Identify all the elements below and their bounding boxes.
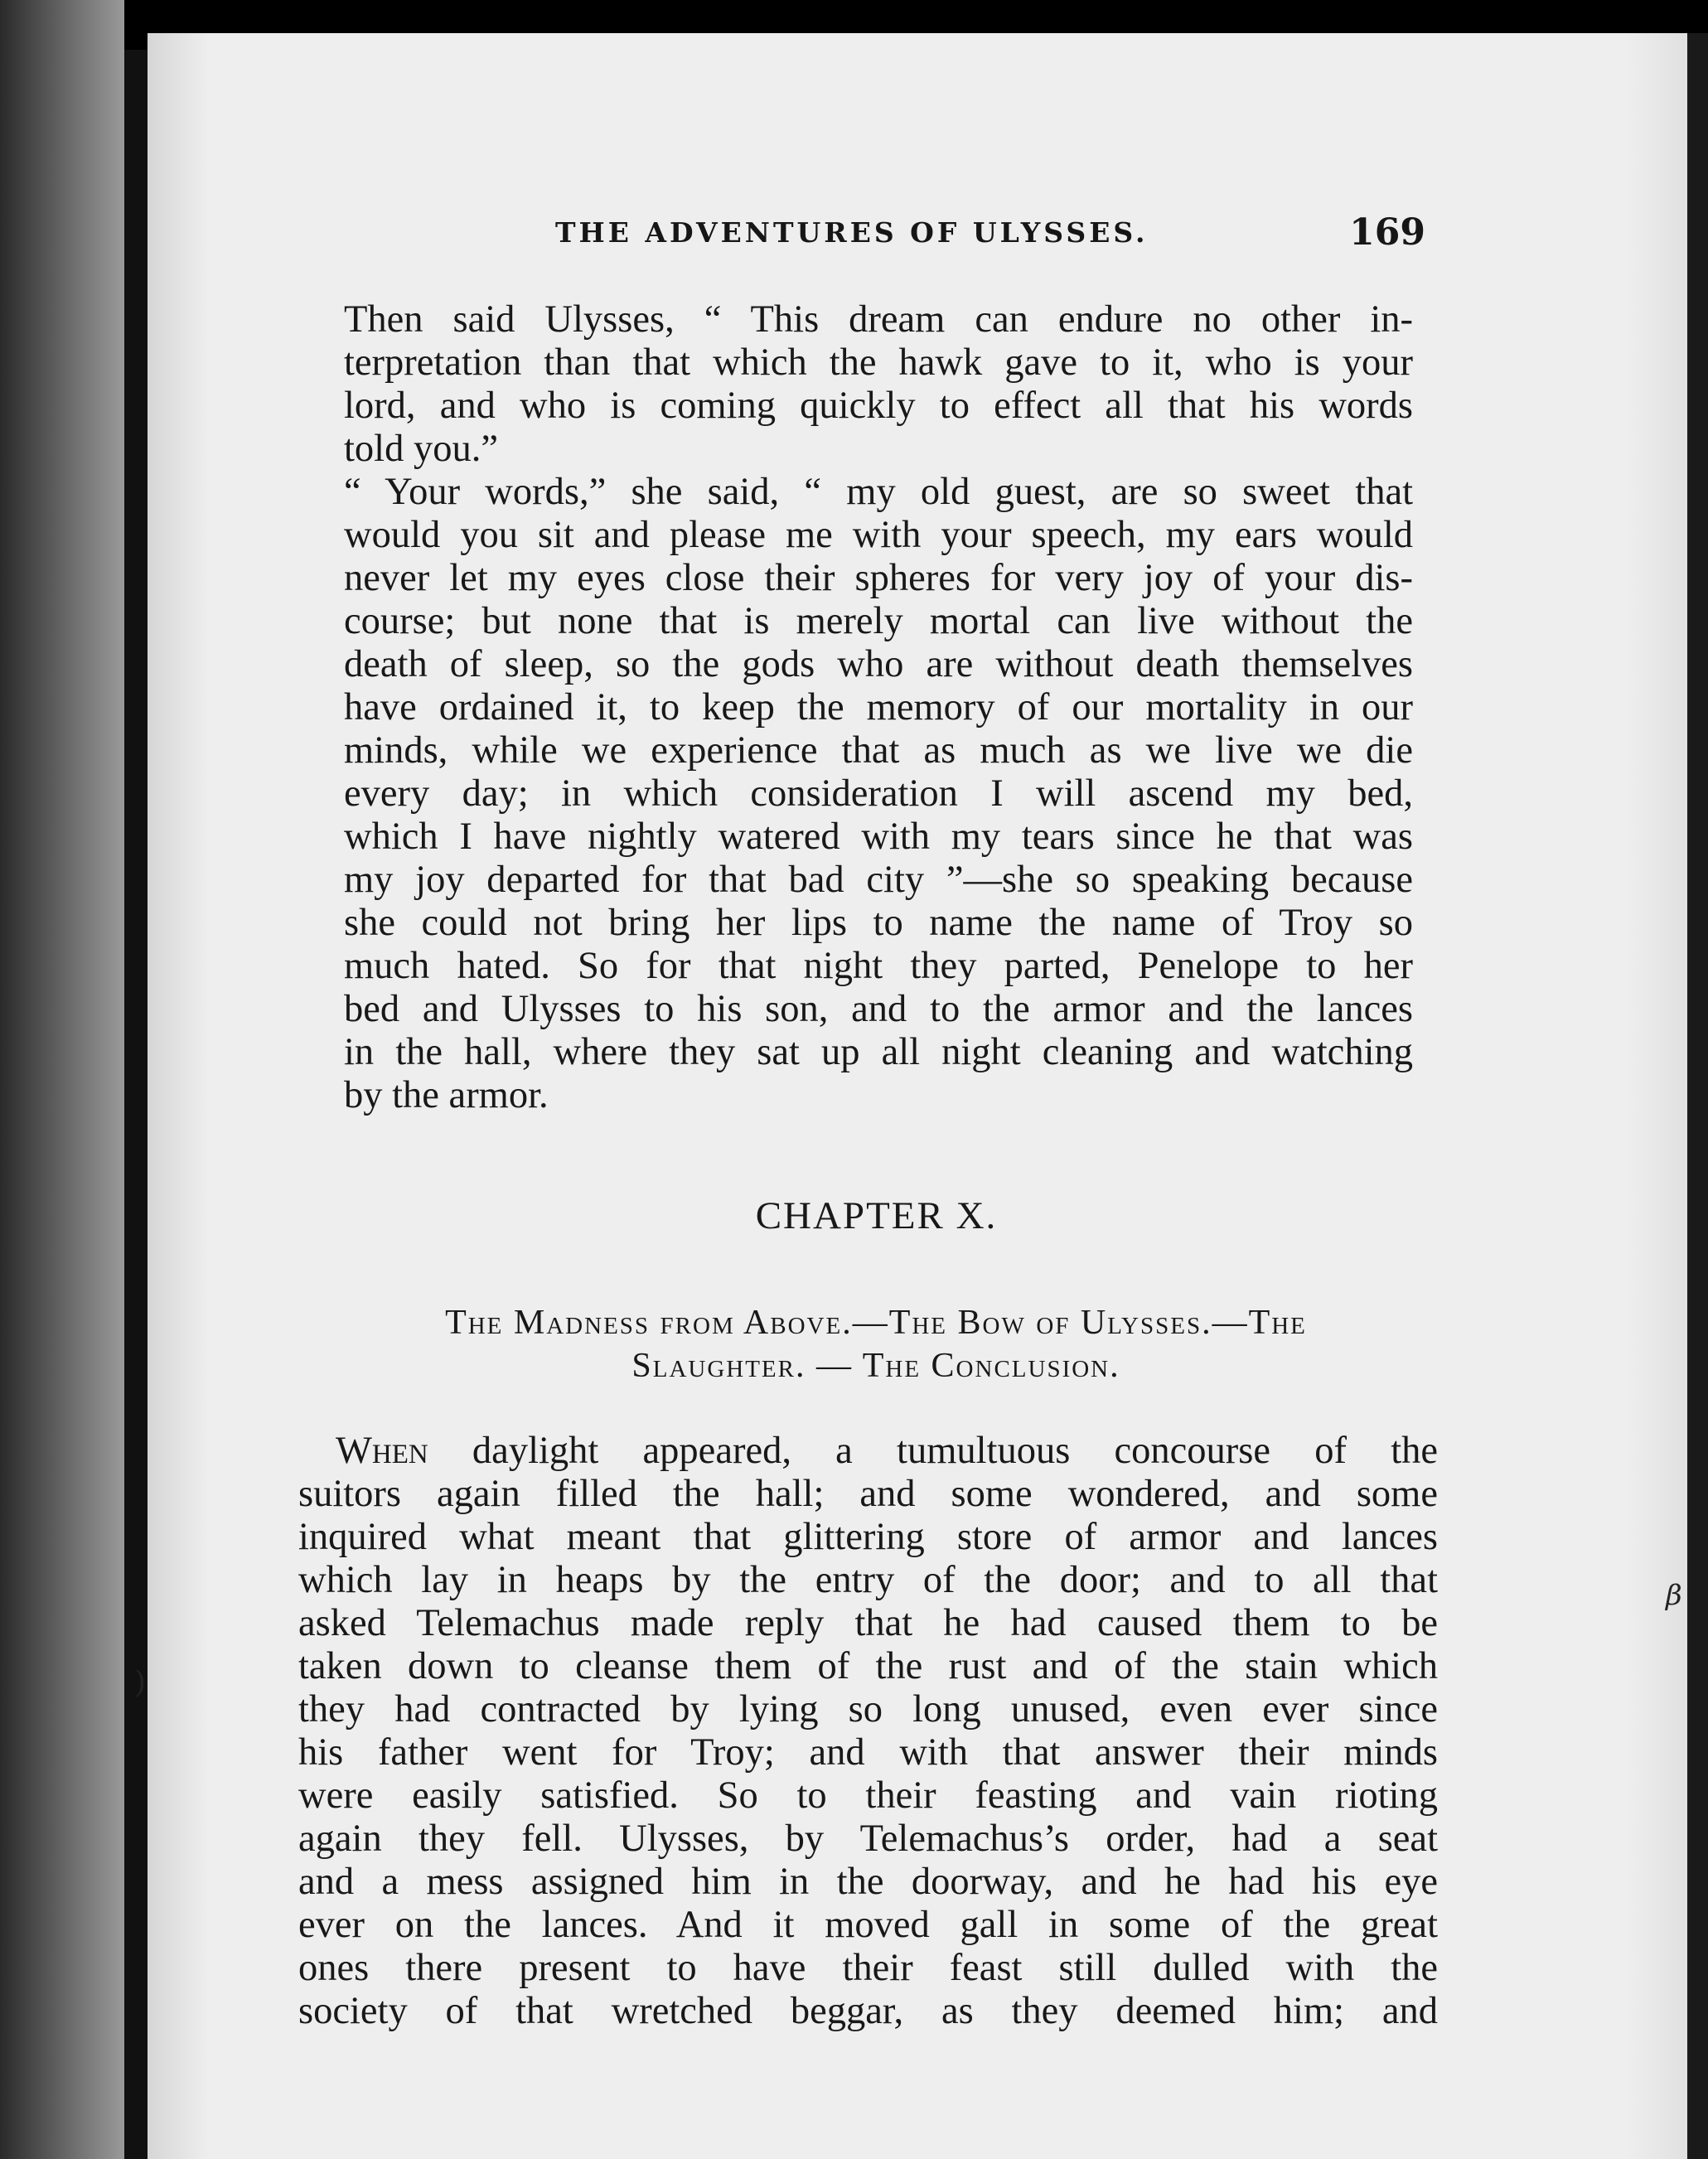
text-line: much hated. So for that night they parted, Penelope to her — [344, 945, 1413, 987]
text-line: asked Telemachus made reply that he had caused them to be — [298, 1602, 1438, 1644]
text-line: taken down to cleanse them of the rust and of the stain which — [298, 1645, 1438, 1687]
facing-page-edge — [0, 0, 124, 2159]
text-line — [298, 1430, 1438, 1473]
page-number: 169 — [1349, 211, 1425, 254]
text-block-top — [307, 298, 1413, 1117]
chapter-subtitle — [292, 1301, 1460, 1387]
paragraph — [307, 298, 1413, 471]
text-line: society of that wretched beggar, as they deemed him; and — [298, 1990, 1438, 2032]
text-line: never let my eyes close their spheres for very joy of your dis- — [344, 557, 1413, 599]
paragraph — [298, 1430, 1438, 2033]
text-line: they had contracted by lying so long unused, even ever since — [298, 1688, 1438, 1731]
stray-mark: ) — [134, 1666, 147, 1700]
text-line: she could not bring her lips to name the name of Troy so — [344, 902, 1413, 944]
text-line: again they fell. Ulysses, by Telemachus’s order, had a seat — [298, 1818, 1438, 1860]
text-line: and a mess assigned him in the doorway, and he had his eye — [298, 1861, 1438, 1903]
text-line: lord, and who is coming quickly to effect all that his words — [344, 385, 1413, 427]
text-line: which lay in heaps by the entry of the door; and to all that — [298, 1559, 1438, 1601]
text-line: Then said Ulysses, “ This dream can endure no other in- — [344, 298, 1413, 341]
stray-mark: β — [1666, 1579, 1682, 1612]
chapter-heading: CHAPTER X. — [755, 1194, 998, 1237]
text-line: which I have nightly watered with my tears since he that was — [344, 816, 1413, 858]
text-block-bottom — [298, 1430, 1438, 2033]
text-line: my joy departed for that bad city ”—she so speaking because — [344, 859, 1413, 901]
text-line: ones there present to have their feast still dulled with the — [298, 1947, 1438, 1989]
text-line: minds, while we experience that as much as we live we die — [344, 729, 1413, 772]
text-line: his father went for Troy; and with that answer their minds — [298, 1731, 1438, 1774]
text-line: by the armor. — [344, 1074, 549, 1116]
text-line: every day; in which consideration I will ascend my bed, — [344, 772, 1413, 815]
text-line: inquired what meant that glittering store of armor and lances — [298, 1516, 1438, 1558]
text-fragment: daylight appeared, a tumultuous concourse of the — [428, 1430, 1438, 1472]
text-line: suitors again filled the hall; and some wondered, and some — [298, 1473, 1438, 1515]
text-line: told you.” — [344, 428, 498, 470]
chapter-subtitle-line: Slaughter. — The Conclusion. — [631, 1347, 1120, 1385]
running-header — [390, 211, 1425, 261]
text-line: death of sleep, so the gods who are without death themselves — [344, 643, 1413, 685]
text-line: bed and Ulysses to his son, and to the armor and the lances — [344, 988, 1413, 1030]
chapter-subtitle-line: The Madness from Above.—The Bow of Ulysses.—The — [445, 1304, 1307, 1342]
text-line: ever on the lances. And it moved gall in some of the great — [298, 1904, 1438, 1946]
text-line: terpretation than that which the hawk gave to it, who is your — [344, 341, 1413, 384]
text-line: have ordained it, to keep the memory of our mortality in our — [344, 686, 1413, 729]
text-line: would you sit and please me with your speech, my ears would — [344, 514, 1413, 556]
text-line: in the hall, where they sat up all night cleaning and watching — [344, 1031, 1413, 1073]
lead-word: When — [336, 1430, 428, 1472]
running-title: THE ADVENTURES OF ULYSSES. — [555, 216, 1149, 249]
book-gutter — [124, 50, 148, 2159]
paragraph — [307, 471, 1413, 1117]
page-right-edge — [1687, 33, 1708, 2159]
text-line: were easily satisfied. So to their feasting and vain rioting — [298, 1774, 1438, 1817]
text-line: “ Your words,” she said, “ my old guest, are so sweet that — [344, 471, 1413, 513]
text-line: course; but none that is merely mortal can live without the — [344, 600, 1413, 642]
